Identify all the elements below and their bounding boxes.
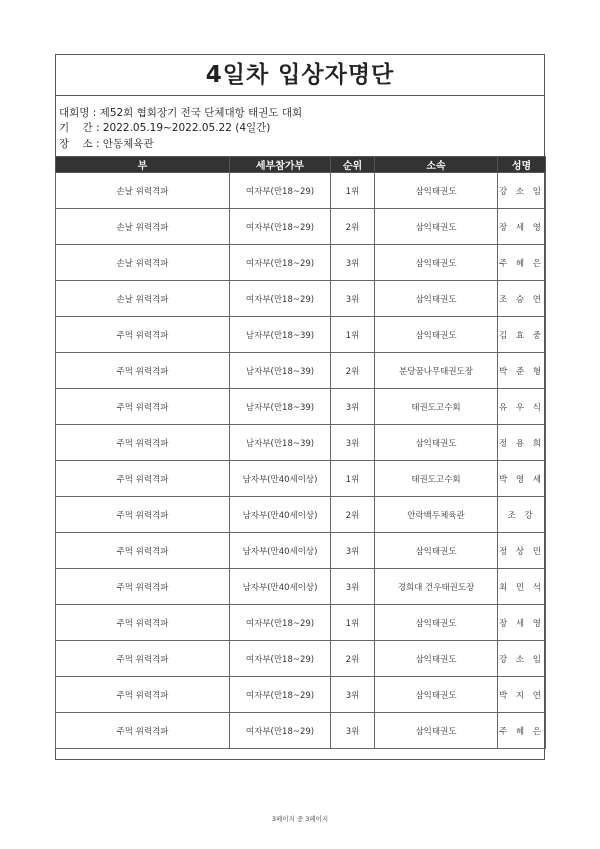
cell-rank: 1위 [331,173,375,209]
cell-affiliation: 경희대 건우태권도장 [375,569,498,605]
cell-division: 주먹 위력격파 [56,389,230,425]
cell-rank: 2위 [331,641,375,677]
cell-affiliation: 삼익태권도 [375,533,498,569]
table-row [56,497,546,533]
cell-division: 주먹 위력격파 [56,425,230,461]
cell-affiliation: 삼익태권도 [375,317,498,353]
cell-category: 남자부(만40세이상) [230,461,331,497]
cell-affiliation: 삼익태권도 [375,281,498,317]
header-affiliation: 소속 [375,157,498,173]
cell-name: 박 영 세 [498,461,546,497]
cell-name: 정 상 민 [498,533,546,569]
cell-rank: 3위 [331,677,375,713]
cell-name: 박 지 연 [498,677,546,713]
cell-affiliation: 분당꿈나무태권도장 [375,353,498,389]
venue-label: 장 소 [59,137,93,150]
table-row [56,461,546,497]
cell-rank: 2위 [331,209,375,245]
cell-division: 손날 위력격파 [56,245,230,281]
page-footer: 3페이지 중 3페이지 [271,815,329,823]
cell-division: 주먹 위력격파 [56,497,230,533]
event-name-row: 대회명 : 제52회 협회장기 전국 단체대항 태권도 대회 [59,106,544,121]
table-row [56,641,546,677]
cell-division: 주먹 위력격파 [56,569,230,605]
table-row [56,569,546,605]
cell-division: 손날 위력격파 [56,281,230,317]
event-info [56,96,544,156]
cell-affiliation: 삼익태권도 [375,425,498,461]
cell-name: 장 세 영 [498,605,546,641]
event-name-value: 제52회 협회장기 전국 단체대항 태권도 대회 [99,107,303,119]
cell-category: 남자부(만18~39) [230,317,331,353]
cell-name: 강 소 임 [498,173,546,209]
header-rank: 순위 [331,157,375,173]
table-header-row [56,157,546,173]
cell-category: 남자부(만40세이상) [230,569,331,605]
cell-division: 주먹 위력격파 [56,353,230,389]
table-row [56,389,546,425]
table-row [56,677,546,713]
cell-name: 조 강 [498,497,546,533]
venue-row: 장 소 : 안동체육관 [59,137,544,152]
cell-category: 여자부(만18~29) [230,209,331,245]
cell-name: 주 혜 은 [498,245,546,281]
table-row [56,245,546,281]
cell-affiliation: 삼익태권도 [375,713,498,749]
cell-category: 여자부(만18~29) [230,605,331,641]
cell-category: 여자부(만18~29) [230,281,331,317]
cell-division: 주먹 위력격파 [56,533,230,569]
venue-value: 안동체육관 [102,137,154,150]
cell-rank: 1위 [331,317,375,353]
cell-name: 최 민 석 [498,569,546,605]
cell-category: 남자부(만18~39) [230,425,331,461]
cell-affiliation: 안락백두체육관 [375,497,498,533]
cell-affiliation: 삼익태권도 [375,245,498,281]
cell-category: 남자부(만18~39) [230,353,331,389]
cell-name: 주 혜 은 [498,713,546,749]
cell-division: 손날 위력격파 [56,209,230,245]
cell-name: 김 효 중 [498,317,546,353]
cell-rank: 2위 [331,353,375,389]
table-row [56,353,546,389]
cell-name: 박 준 형 [498,353,546,389]
cell-category: 여자부(만18~29) [230,245,331,281]
cell-affiliation: 태권도고수회 [375,461,498,497]
page-title: 4일차 입상자명단 [56,55,544,96]
cell-category: 여자부(만18~29) [230,677,331,713]
table-row [56,425,546,461]
cell-affiliation: 삼익태권도 [375,677,498,713]
cell-affiliation: 삼익태권도 [375,209,498,245]
table-row [56,281,546,317]
cell-rank: 3위 [331,425,375,461]
cell-category: 여자부(만18~29) [230,173,331,209]
winners-table [55,156,546,749]
cell-name: 강 소 임 [498,641,546,677]
cell-category: 여자부(만18~29) [230,641,331,677]
period-value: 2022.05.19~2022.05.22 (4일간) [102,122,271,135]
cell-rank: 1위 [331,605,375,641]
table-row [56,713,546,749]
cell-division: 주먹 위력격파 [56,461,230,497]
cell-affiliation: 삼익태권도 [375,605,498,641]
cell-category: 남자부(만40세이상) [230,533,331,569]
cell-category: 남자부(만40세이상) [230,497,331,533]
header-division: 부 [56,157,230,173]
cell-affiliation: 삼익태권도 [375,641,498,677]
cell-name: 조 승 연 [498,281,546,317]
table-row [56,317,546,353]
header-name: 성명 [498,157,546,173]
cell-name: 장 세 영 [498,209,546,245]
cell-rank: 2위 [331,497,375,533]
cell-affiliation: 태권도고수회 [375,389,498,425]
cell-name: 유 우 식 [498,389,546,425]
cell-division: 주먹 위력격파 [56,605,230,641]
cell-affiliation: 삼익태권도 [375,173,498,209]
period-row: 기 간 : 2022.05.19~2022.05.22 (4일간) [59,121,544,136]
cell-division: 손날 위력격파 [56,173,230,209]
period-label: 기 간 [59,122,93,135]
cell-division: 주먹 위력격파 [56,641,230,677]
cell-rank: 3위 [331,533,375,569]
cell-category: 남자부(만18~39) [230,389,331,425]
cell-category: 여자부(만18~29) [230,713,331,749]
table-row [56,173,546,209]
cell-rank: 3위 [331,245,375,281]
table-row [56,605,546,641]
cell-division: 주먹 위력격파 [56,677,230,713]
cell-rank: 3위 [331,389,375,425]
table-row [56,209,546,245]
cell-name: 정 용 희 [498,425,546,461]
cell-division: 주먹 위력격파 [56,713,230,749]
event-name-label: 대회명 [59,107,90,119]
cell-rank: 3위 [331,281,375,317]
table-row [56,533,546,569]
cell-rank: 1위 [331,461,375,497]
cell-rank: 3위 [331,569,375,605]
cell-rank: 3위 [331,713,375,749]
header-category: 세부참가부 [230,157,331,173]
document-sheet [55,54,545,760]
cell-division: 주먹 위력격파 [56,317,230,353]
